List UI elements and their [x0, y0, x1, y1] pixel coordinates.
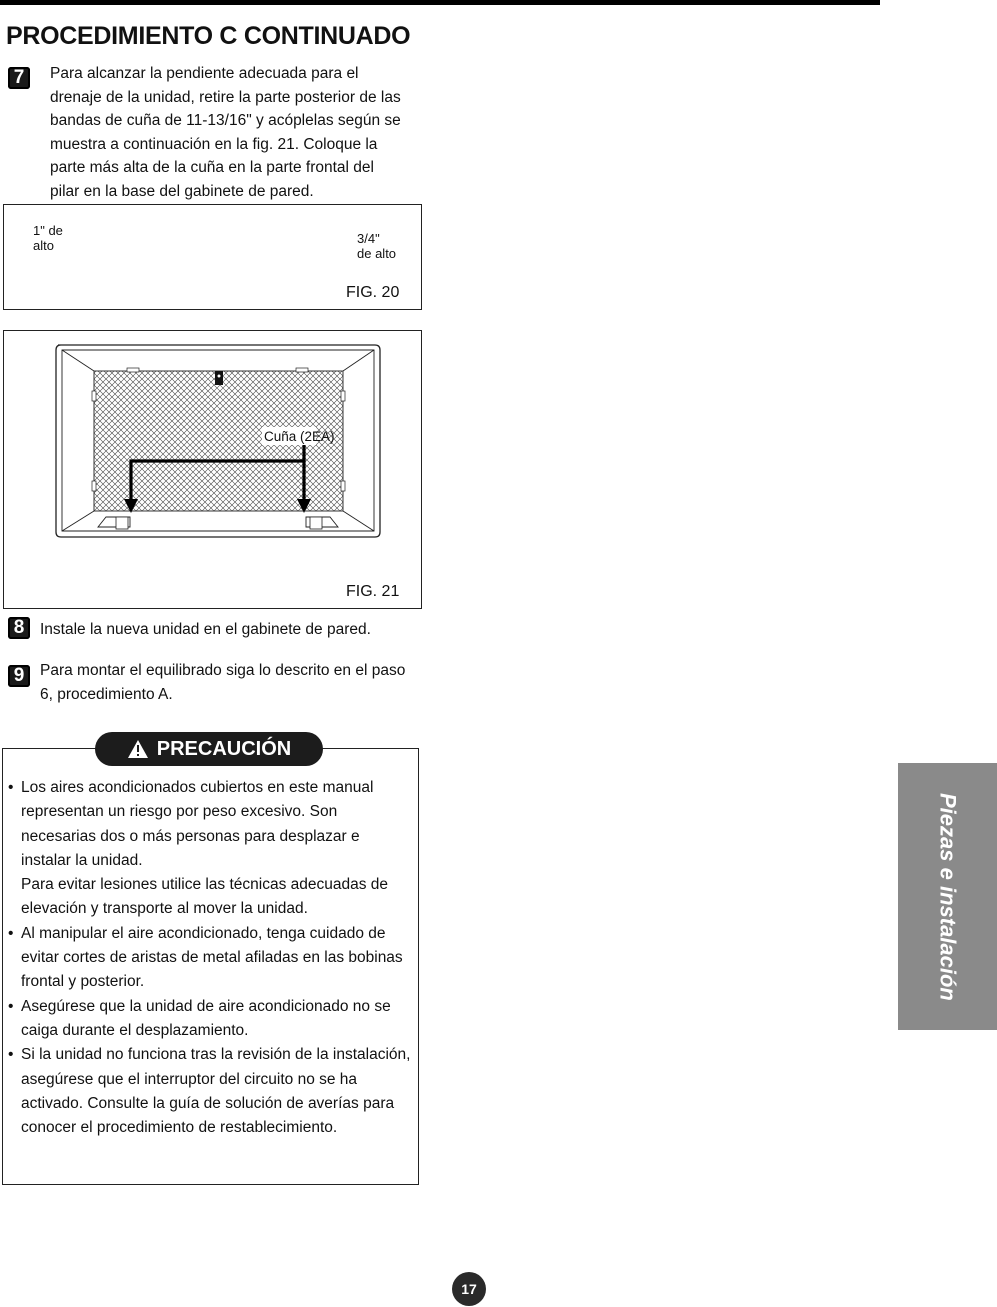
caution-item: • Si la unidad no funciona tras la revisión de la instalación, asegúrese que el interruptor del circuito no se ha activado. Consulte la guía de solución de averías para conocer el procedimiento de restablecimiento.	[8, 1046, 411, 1137]
caution-badge	[95, 732, 323, 766]
caution-item: • Asegúrese que la unidad de aire acondicionado no se caiga durante el desplazamiento.	[8, 997, 391, 1039]
caution-item: • Al manipular el aire acondicionado, tenga cuidado de evitar cortes de aristas de metal afiladas en las bobinas frontal y posterior.	[8, 924, 403, 991]
step-7-text: Para alcanzar la pendiente adecuada para el drenaje de la unidad, retire la parte posterior de las bandas de cuña de 11-13/16" y acóplelas según se muestra a continuación en la fig. 21. Coloque la parte más alta de la cuña en la parte frontal del pilar en la base del gabinete de pared.	[50, 65, 401, 200]
wedge-callout-label: Cuña (2EA)	[264, 429, 335, 444]
fig-20-right-height-label: 3/4" de alto	[357, 231, 397, 261]
page-number: 17	[452, 1272, 486, 1306]
warning-triangle-icon	[127, 739, 149, 759]
step-8-number: 8	[8, 617, 30, 639]
fig-20-box	[3, 204, 422, 310]
section-side-tab	[898, 763, 997, 1030]
fig-20-label: FIG. 20	[346, 284, 400, 301]
step-9-text: Para montar el equilibrado siga lo descrito en el paso 6, procedimiento A.	[40, 662, 406, 703]
caution-item: • Los aires acondicionados cubiertos en este manual representan un riesgo por peso excesivo. Son necesarias dos o más personas para desplazar e instalar la unidad. Para evitar lesiones utilice las técnicas adecuadas de elevación y transporte al mover la unidad.	[8, 779, 389, 918]
step-7-number: 7	[8, 67, 30, 89]
page-title: PROCEDIMIENTO C CONTINUADO	[6, 22, 411, 50]
fig-20-left-height-label: 1" de alto	[33, 223, 63, 253]
step-9-number: 9	[8, 665, 30, 687]
caution-list	[8, 776, 413, 1140]
fig-21-label: FIG. 21	[346, 583, 400, 600]
caution-title: PRECAUCIÓN	[156, 737, 292, 760]
fig-21-box	[3, 330, 422, 609]
wall-sleeve-diagram	[4, 331, 421, 608]
step-8-text: Instale la nueva unidad en el gabinete de pared.	[40, 621, 371, 638]
top-rule	[0, 0, 880, 5]
section-side-tab-label: Piezas e instalación	[935, 792, 961, 1001]
